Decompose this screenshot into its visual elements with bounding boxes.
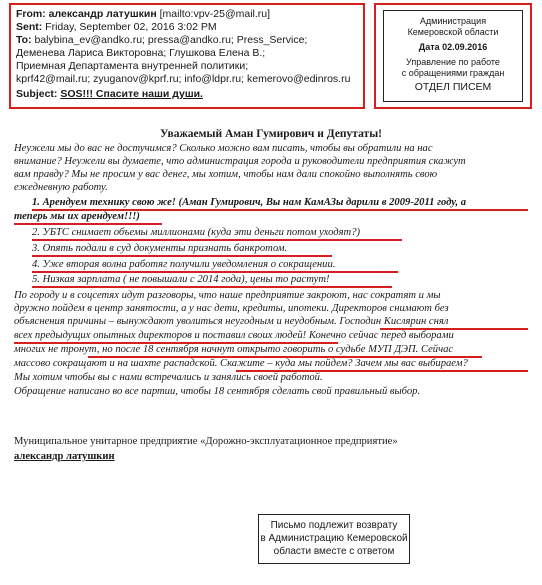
to-recipients-2: Деменева Лариса Викторовна; Глушкова Елена В.; xyxy=(16,47,266,59)
stamp-date-label: Дата xyxy=(418,42,440,52)
to-label: To: xyxy=(16,34,32,46)
paragraph1-line2: внимание? Неужели вы думаете, что администрация города и руководители предприятия скажут xyxy=(14,156,466,167)
to-recipients-1: balybina_ev@andko.ru; pressa@andko.ru; Press_Service; xyxy=(34,34,308,46)
to-recipients-4: kprf42@mail.ru; zyuganov@kprf.ru; info@ldpr.ru; kemerovo@edinros.ru xyxy=(16,73,351,85)
sent-label: Sent: xyxy=(16,21,43,33)
from-name: александр латушкин xyxy=(48,8,157,20)
highlight-underline xyxy=(32,286,392,288)
list-item-2: 2. УБТС снимает объемы миллионами (куда эти деньги потом уходят?) xyxy=(32,227,361,238)
paragraph2-line7: Мы хотим чтобы вы с нами встречались и занялись своей работой. xyxy=(14,372,323,383)
return-stamp-line-3: области вместе с ответом xyxy=(273,546,395,557)
list-item-1-line1: 1. Арендуем технику свою же! (Аман Гумирович, Вы нам КамАЗы дарили в 2009-2011 году, а xyxy=(32,197,467,208)
list-item-1-line2: теперь мы их арендуем!!!) xyxy=(14,211,140,222)
to-line xyxy=(16,34,307,47)
return-stamp-line-2: в Администрацию Кемеровской xyxy=(260,533,408,544)
stamp-line-4: Управление по работе xyxy=(406,57,500,67)
sent-line xyxy=(16,21,217,34)
sent-value: Friday, September 02, 2016 3:02 PM xyxy=(45,21,217,33)
stamp-line-5: с обращениями граждан xyxy=(401,68,505,78)
stamp-date-value: 02.09.2016 xyxy=(442,42,488,52)
paragraph2-line4: всех предыдущих опытных директоров и поставил своих людей! Конечно сейчас перед выборами xyxy=(14,330,454,341)
list-item-4: 4. Уже вторая волна работяг получили уведомления о сокращении. xyxy=(32,259,336,270)
subject-line xyxy=(16,88,203,101)
organization-name: Муниципальное унитарное предприятие «Дорожно-эксплуатационное предприятие» xyxy=(14,436,398,447)
paragraph2-line5: многих не тронут, но после 18 сентября начнут открыто говорить о судьбе МУП ДЭП. Сейчас xyxy=(14,344,454,355)
highlight-underline xyxy=(14,223,162,225)
paragraph2-line2: дружно пойдем в центр занятости, а у нас дети, кредиты, ипотеки. Директоров снимают без xyxy=(14,303,449,314)
to-recipients-3: Приемная Департамента внутренней политики; xyxy=(16,60,249,72)
stamp-line-6: ОТДЕЛ ПИСЕМ xyxy=(414,81,492,93)
list-item-3: 3. Опять подали в суд документы признать банкротом. xyxy=(32,243,288,254)
greeting: Уважаемый Аман Гумирович и Депутаты! xyxy=(160,128,382,140)
paragraph1-line4: ежедневную работу. xyxy=(14,182,108,193)
stamp-line-1: Администрация xyxy=(419,16,487,26)
paragraph2-line1: По городу и в соцсетях идут разговоры, что наше предприятие закроют, нас сократят и мы xyxy=(14,290,441,301)
from-line xyxy=(16,8,270,21)
from-label: From: xyxy=(16,8,46,20)
paragraph1-line3: вам правду? Мы не просим у вас денег, мы хотим, чтобы нам дали спокойно выполнять свою xyxy=(14,169,438,180)
subject-label: Subject: xyxy=(16,88,58,100)
highlight-underline xyxy=(32,239,402,241)
paragraph1-line1: Неужели мы до вас не достучимся? Сколько можно вам писать, чтобы вы обратили на нас xyxy=(14,143,433,154)
signature-name: александр латушкин xyxy=(14,451,115,462)
paragraph2-line3: объяснения причины – вынуждают уволиться неугодным и неудобным. Господин Кислярин снял xyxy=(14,316,449,327)
stamp-line-2: Кемеровской области xyxy=(407,27,499,37)
paragraph2-line8: Обращение написано во все партии, чтобы 18 сентября сделать свой правильный выбор. xyxy=(14,386,421,397)
from-address[interactable]: [mailto:vpv-25@mail.ru] xyxy=(159,8,271,20)
stamp-date xyxy=(383,42,523,53)
return-stamp-line-1: Письмо подлежит возврату xyxy=(270,520,398,531)
paragraph2-line6: массово сокращают и на шахте распадской. Скажите – куда мы пойдем? Зачем мы вас выбираем? xyxy=(14,358,468,369)
list-item-5: 5. Низкая зарплата ( не повышали с 2014 года), цены то растут! xyxy=(32,274,330,285)
subject-value: SOS!!! Спасите наши души. xyxy=(60,88,203,100)
highlight-underline xyxy=(32,255,332,257)
